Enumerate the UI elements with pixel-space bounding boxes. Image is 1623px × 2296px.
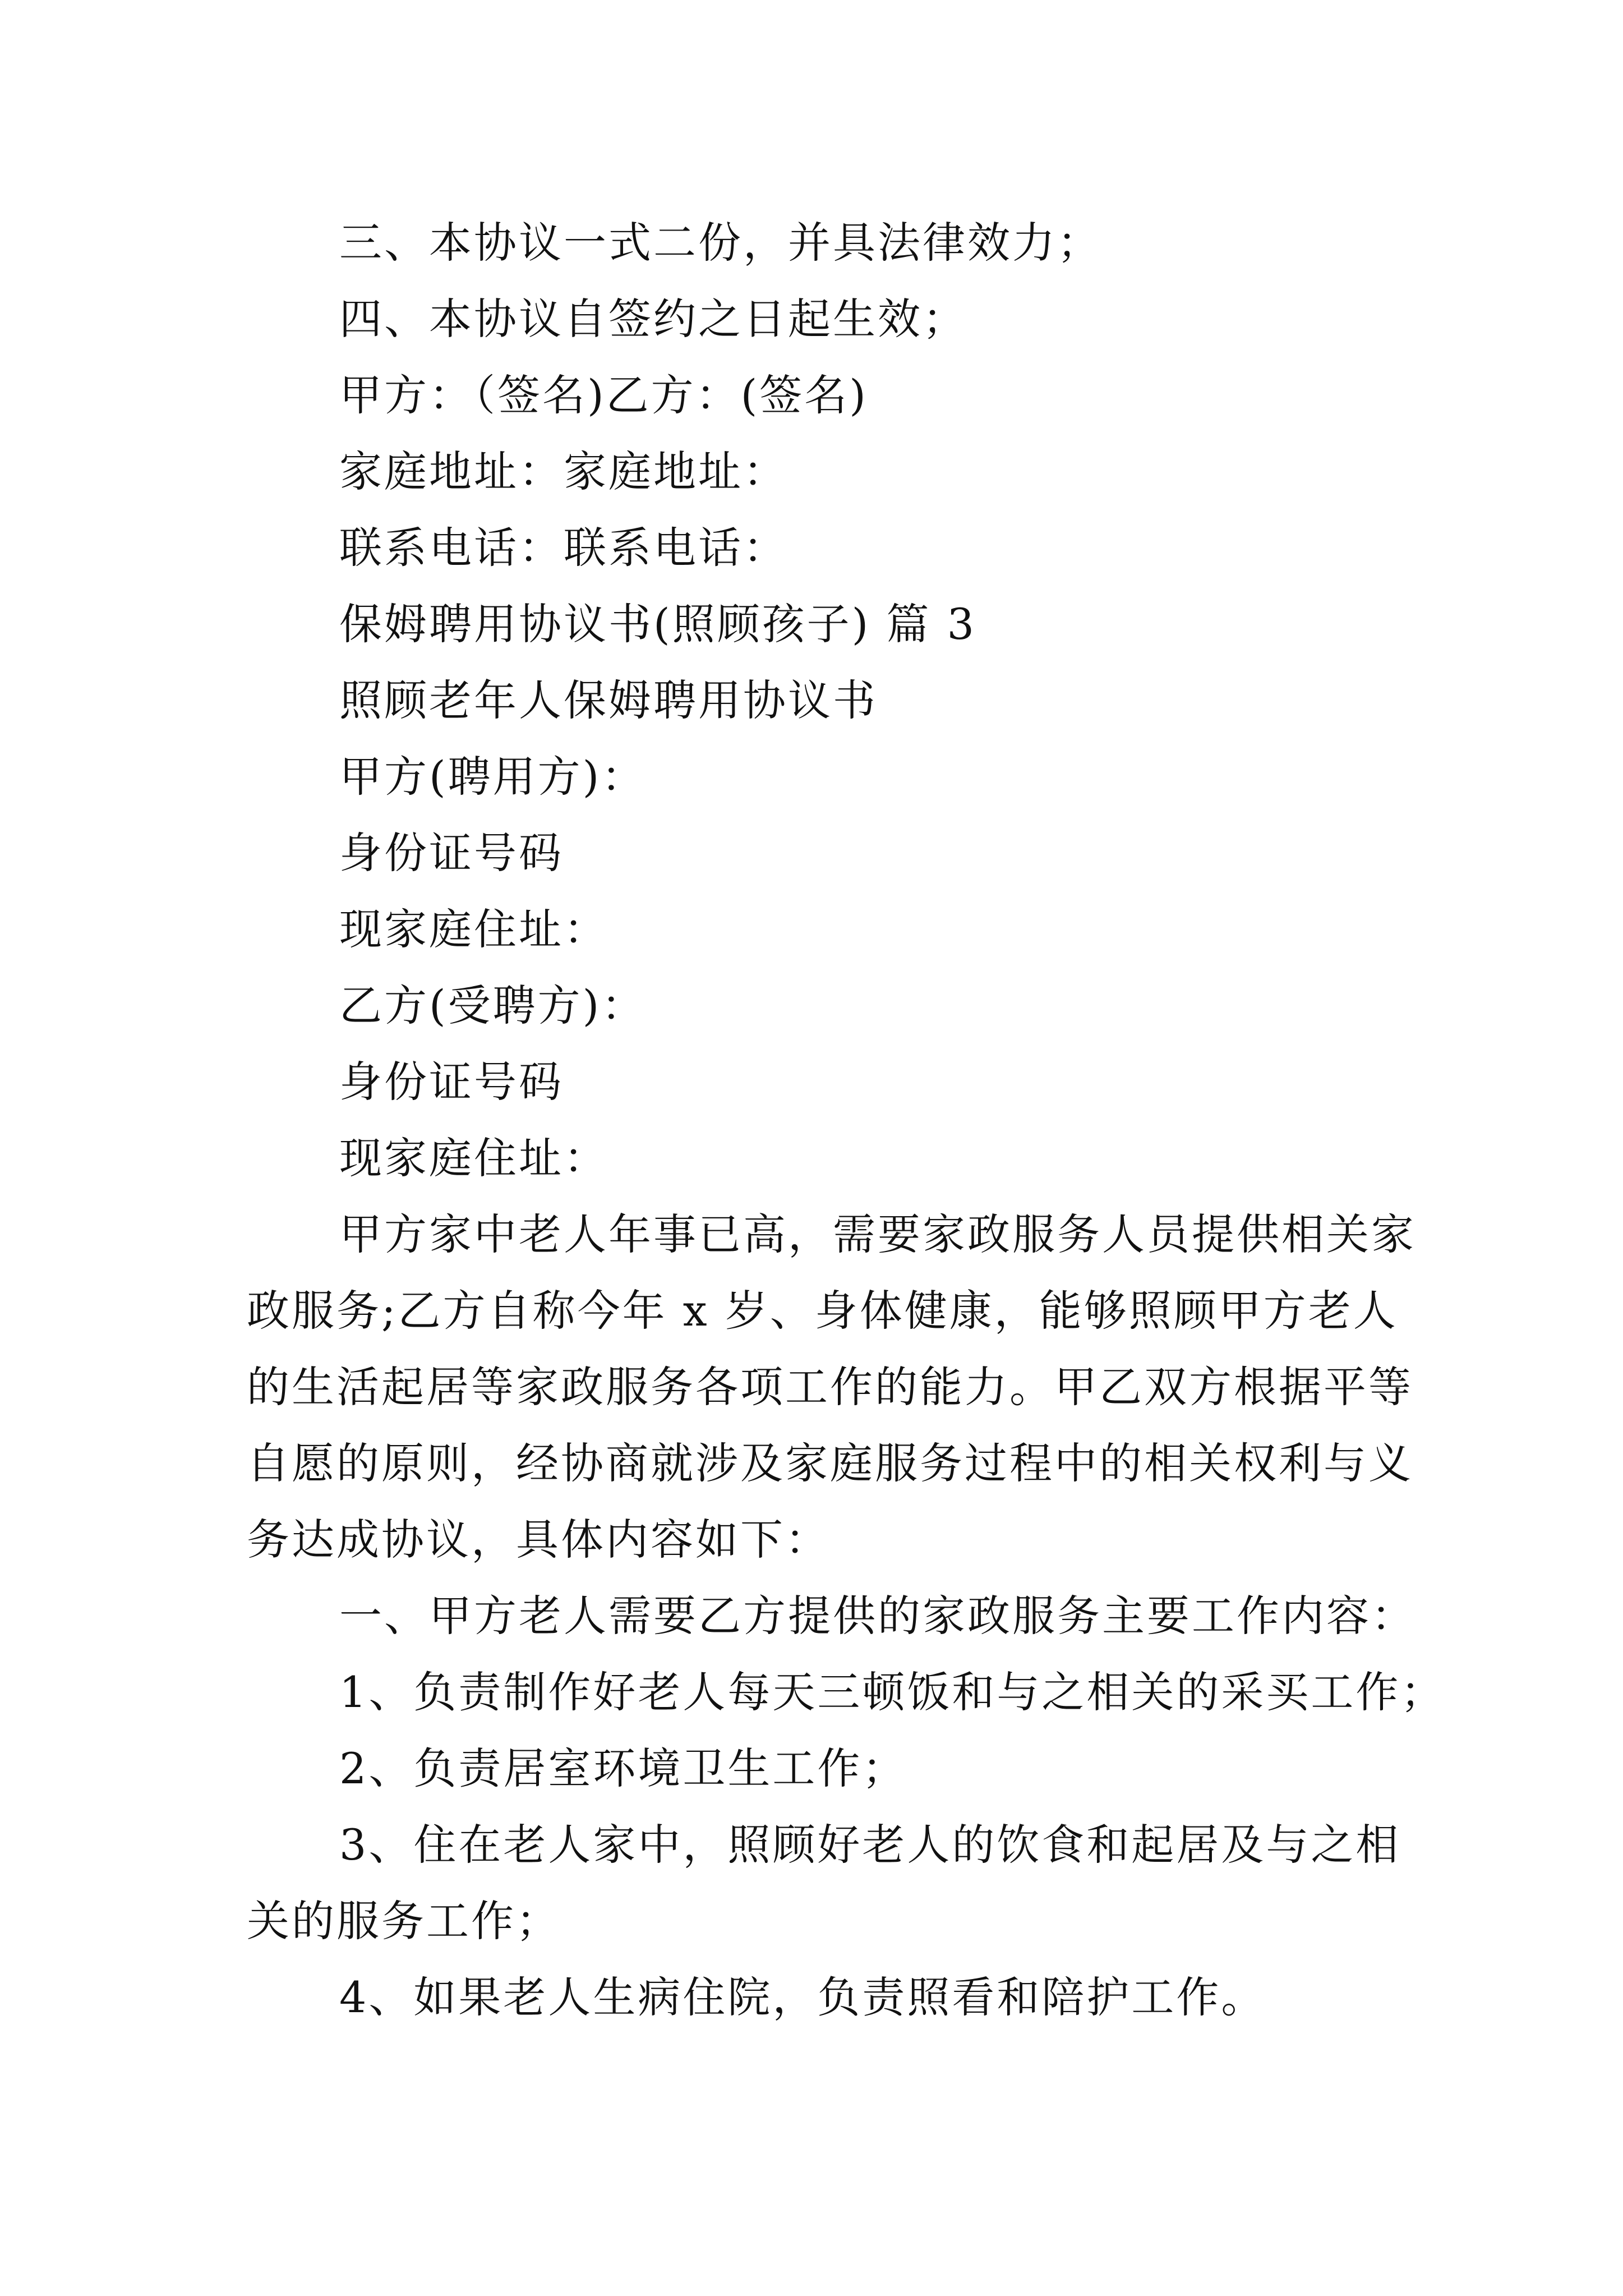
intro-paragraph-line: 自愿的原则，经协商就涉及家庭服务过程中的相关权利与义 (247, 1438, 1413, 1488)
intro-paragraph-line: 甲方家中老人年事已高，需要家政服务人员提供相关家 (339, 1209, 1416, 1259)
duty-item-4: 4、如果老人生病住院，负责照看和陪护工作。 (339, 1972, 1266, 2022)
duty-item-1: 1、负责制作好老人每天三顿饭和与之相关的采买工作； (339, 1667, 1446, 1717)
section-heading: 保姆聘用协议书(照顾孩子) 篇 3 (339, 599, 976, 649)
party-a-label: 甲方(聘用方)： (339, 752, 647, 802)
document-body (247, 205, 1446, 2036)
party-b-address: 现家庭住址： (339, 1133, 608, 1183)
duty-item-3-continued: 关的服务工作； (247, 1896, 561, 1946)
address-line: 家庭地址：家庭地址： (339, 447, 788, 496)
party-b-label: 乙方(受聘方)： (339, 981, 647, 1030)
duty-item-3: 3、住在老人家中，照顾好老人的饮食和起居及与之相 (339, 1820, 1401, 1870)
clause-three: 三、本协议一式二份，并具法律效力； (339, 218, 1102, 268)
party-b-id-number: 身份证号码 (339, 1057, 564, 1107)
duties-heading: 一、甲方老人需要乙方提供的家政服务主要工作内容： (339, 1591, 1416, 1641)
intro-paragraph-line: 的生活起居等家政服务各项工作的能力。甲乙双方根据平等 (247, 1362, 1413, 1412)
phone-line: 联系电话：联系电话： (339, 523, 788, 573)
party-a-id-number: 身份证号码 (339, 828, 564, 878)
party-a-address: 现家庭住址： (339, 904, 608, 954)
clause-four: 四、本协议自签约之日起生效； (339, 294, 967, 344)
intro-paragraph-line: 务达成协议，具体内容如下： (247, 1515, 830, 1565)
agreement-title: 照顾老年人保姆聘用协议书 (339, 675, 878, 725)
duty-item-2: 2、负责居室环境卫生工作； (339, 1743, 907, 1793)
intro-paragraph-line: 政服务;乙方自称今年 x 岁、身体健康，能够照顾甲方老人 (247, 1286, 1398, 1336)
signature-line: 甲方：（签名)乙方：(签名) (339, 370, 868, 420)
